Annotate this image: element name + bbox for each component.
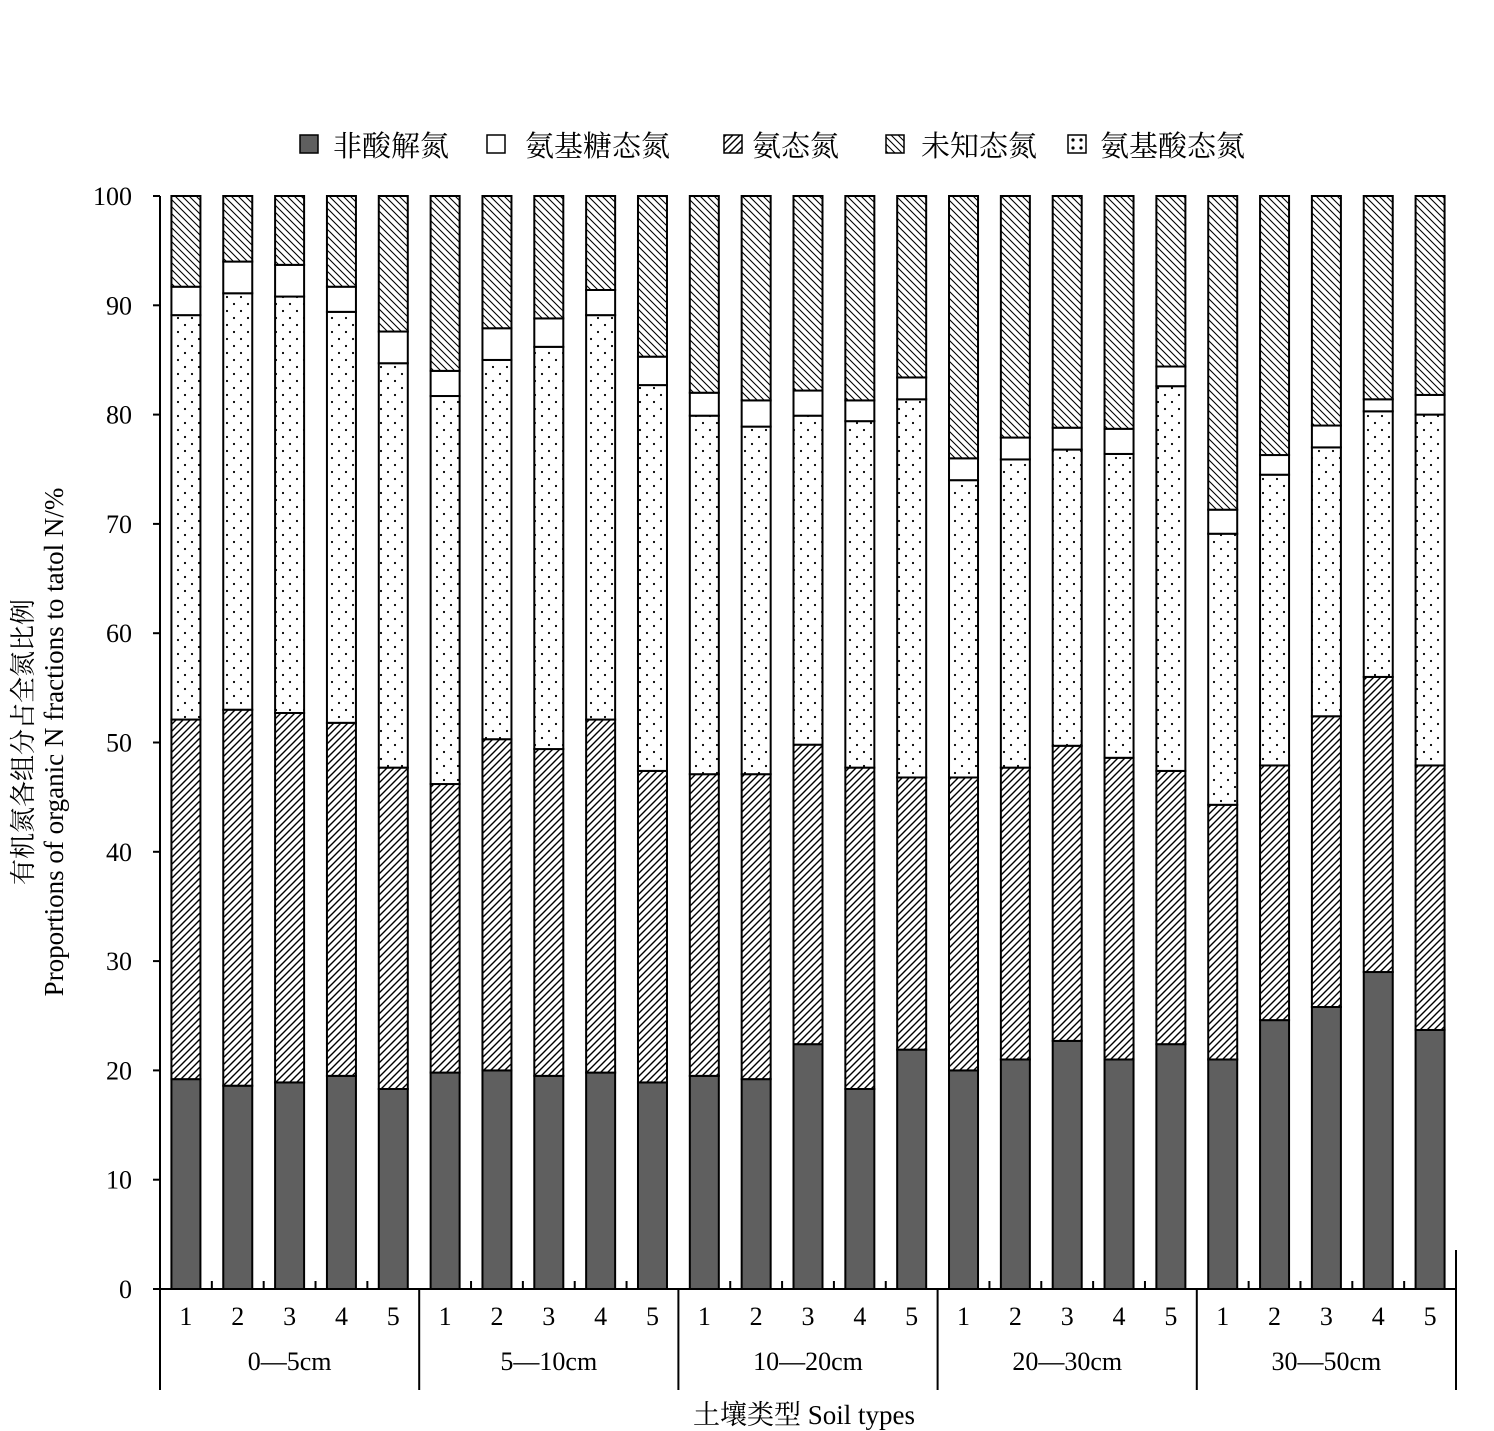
x-category-label: 3 xyxy=(1060,1302,1074,1331)
bar-segment-diag-back xyxy=(171,196,200,287)
bar-segment-dots xyxy=(171,315,200,719)
x-category-label: 2 xyxy=(1268,1302,1282,1331)
x-category-label: 1 xyxy=(1216,1302,1230,1331)
legend-label: 氨基酸态氮 xyxy=(1100,129,1246,163)
bar-segment-white xyxy=(431,371,460,396)
bar-segment-diag-fwd xyxy=(1105,758,1134,1060)
bar-segment-white xyxy=(845,400,874,421)
legend-swatch-diag-back xyxy=(886,135,904,153)
bar-segment-solid xyxy=(482,1070,511,1289)
bar-segment-diag-back xyxy=(638,196,667,357)
bar-segment-solid xyxy=(1364,972,1393,1289)
bar-segment-dots xyxy=(482,360,511,739)
bar-segment-diag-back xyxy=(742,196,771,400)
bar-segment-dots xyxy=(379,363,408,767)
legend-item-amino-acid-n xyxy=(1068,129,1245,163)
bar-segment-dots xyxy=(638,385,667,771)
bar-segment-diag-fwd xyxy=(794,745,823,1044)
legend-label: 氨态氮 xyxy=(752,129,840,163)
bar-segment-white xyxy=(275,265,304,297)
x-category-label: 1 xyxy=(179,1302,193,1331)
bar-segment-solid xyxy=(327,1076,356,1289)
x-category-label: 5 xyxy=(645,1302,659,1331)
bar-segment-diag-back xyxy=(845,196,874,400)
bar-segment-diag-fwd xyxy=(742,774,771,1079)
bar-segment-white xyxy=(949,458,978,480)
bar-segment-white xyxy=(690,393,719,416)
x-category-label: 2 xyxy=(490,1302,504,1331)
bar-segment-dots xyxy=(897,399,926,777)
legend-swatch-dot xyxy=(1079,138,1082,141)
y-tick-label: 40 xyxy=(106,837,132,867)
x-category-label: 1 xyxy=(438,1302,452,1331)
bar-segment-diag-back xyxy=(1053,196,1082,428)
legend-swatch-solid xyxy=(300,135,318,153)
bar-segment-diag-back xyxy=(1105,196,1134,429)
bar-segment-dots xyxy=(534,347,563,749)
bar-segment-white xyxy=(638,357,667,385)
bar-segment-diag-back xyxy=(1312,196,1341,426)
bar-segment-diag-fwd xyxy=(534,749,563,1076)
bar-segment-solid xyxy=(379,1089,408,1289)
legend-label: 氨基糖态氮 xyxy=(525,129,671,163)
x-category-label: 4 xyxy=(853,1302,867,1331)
bar-segment-diag-fwd xyxy=(1416,765,1445,1030)
x-category-label: 2 xyxy=(1008,1302,1022,1331)
bar-segment-diag-fwd xyxy=(1001,768,1030,1060)
bar-segment-diag-fwd xyxy=(275,713,304,1082)
x-category-label: 4 xyxy=(334,1302,348,1331)
bar-segment-dots xyxy=(327,312,356,723)
y-tick-label: 60 xyxy=(106,619,132,649)
bar-segment-dots xyxy=(275,297,304,713)
bar-segment-dots xyxy=(431,396,460,784)
bar-segment-diag-back xyxy=(690,196,719,393)
bar-segment-diag-fwd xyxy=(1364,677,1393,972)
bar-segment-white xyxy=(1208,510,1237,534)
bar-segment-diag-back xyxy=(1208,196,1237,510)
x-axis-title: 土壤类型 Soil types xyxy=(692,1400,916,1430)
bar-segment-solid xyxy=(534,1076,563,1289)
x-category-label: 3 xyxy=(283,1302,297,1331)
legend-label: 非酸解氮 xyxy=(333,129,450,163)
bar-segment-diag-fwd xyxy=(1053,746,1082,1041)
bar-segment-white xyxy=(1105,429,1134,454)
legend xyxy=(300,129,1245,163)
x-category-label: 2 xyxy=(231,1302,245,1331)
bar-segment-solid xyxy=(223,1086,252,1289)
y-tick-label: 100 xyxy=(93,182,132,211)
bar-segment-solid xyxy=(742,1079,771,1289)
bar-segment-diag-back xyxy=(1260,196,1289,455)
bar-segment-solid xyxy=(1156,1044,1185,1289)
bar-segment-solid xyxy=(845,1089,874,1289)
bar-segment-dots xyxy=(1156,386,1185,771)
bar-segment-diag-fwd xyxy=(482,739,511,1070)
bar-segment-solid xyxy=(1208,1059,1237,1289)
bar-segment-diag-back xyxy=(275,196,304,265)
y-axis-title-cn: 有机氮各组分占全氮比例 xyxy=(9,598,39,886)
legend-item-ammonium-n xyxy=(724,129,839,163)
bar-segment-diag-fwd xyxy=(379,768,408,1089)
bar-segment-diag-back xyxy=(1001,196,1030,438)
bar-segment-diag-back xyxy=(1416,196,1445,395)
legend-item-unknown-n xyxy=(886,129,1037,163)
bar-segment-solid xyxy=(690,1076,719,1289)
y-tick-label: 70 xyxy=(106,509,132,539)
bar-segment-solid xyxy=(1260,1020,1289,1289)
bar-segment-diag-fwd xyxy=(327,723,356,1076)
y-tick-label: 0 xyxy=(119,1275,132,1304)
bar-segment-diag-fwd xyxy=(223,710,252,1086)
bar-segment-white xyxy=(794,391,823,416)
legend-item-non-hydrolyzable-n xyxy=(300,129,449,163)
x-category-label: 4 xyxy=(594,1302,608,1331)
bar-segment-dots xyxy=(1053,450,1082,746)
x-category-label: 1 xyxy=(697,1302,711,1331)
bar-segment-diag-back xyxy=(949,196,978,458)
bar-segment-diag-back xyxy=(1156,196,1185,367)
x-category-label: 3 xyxy=(801,1302,815,1331)
bar-segment-dots xyxy=(845,421,874,767)
x-category-label: 4 xyxy=(1371,1302,1385,1331)
bar-segment-white xyxy=(1416,395,1445,415)
bar-segment-dots xyxy=(1416,415,1445,766)
bar-segment-solid xyxy=(275,1082,304,1289)
bar-segment-solid xyxy=(586,1073,615,1289)
bar-segment-diag-back xyxy=(586,196,615,290)
bar-segment-solid xyxy=(171,1079,200,1289)
bar-segment-diag-fwd xyxy=(845,768,874,1089)
x-category-label: 2 xyxy=(749,1302,763,1331)
bar-segment-diag-fwd xyxy=(586,720,615,1073)
bar-segment-solid xyxy=(1001,1059,1030,1289)
y-tick-label: 80 xyxy=(106,400,132,430)
bar-segment-white xyxy=(379,332,408,364)
bar-segment-dots xyxy=(1260,475,1289,766)
x-group-label: 10—20cm xyxy=(753,1347,863,1376)
bar-segment-solid xyxy=(1105,1059,1134,1289)
y-tick-label: 50 xyxy=(106,728,132,758)
bar-segment-dots xyxy=(1364,411,1393,677)
legend-swatch-dots xyxy=(1068,135,1086,153)
bar-segment-white xyxy=(1156,367,1185,387)
bar-segment-diag-fwd xyxy=(949,777,978,1070)
x-group-label: 0—5cm xyxy=(247,1347,332,1376)
x-category-label: 5 xyxy=(386,1302,400,1331)
bar-segment-solid xyxy=(949,1070,978,1289)
bar-segment-solid xyxy=(431,1073,460,1289)
bar-segment-white xyxy=(897,377,926,399)
bar-segment-white xyxy=(586,290,615,315)
bar-segment-white xyxy=(171,287,200,315)
bar-segment-dots xyxy=(586,315,615,719)
x-category-label: 1 xyxy=(957,1302,971,1331)
bar-segment-solid xyxy=(1053,1041,1082,1289)
bar-segment-solid xyxy=(638,1082,667,1289)
bar-segment-dots xyxy=(742,427,771,775)
bar-segment-diag-fwd xyxy=(1312,716,1341,1007)
bar-segment-solid xyxy=(1416,1030,1445,1289)
bar-segment-diag-fwd xyxy=(171,720,200,1080)
bar-segment-diag-back xyxy=(897,196,926,377)
bar-segment-diag-fwd xyxy=(1156,771,1185,1044)
x-category-label: 3 xyxy=(1319,1302,1333,1331)
bar-segment-dots xyxy=(1001,459,1030,767)
bar-segment-dots xyxy=(1208,534,1237,805)
bar-segment-dots xyxy=(794,416,823,745)
x-group-label: 20—30cm xyxy=(1012,1347,1123,1376)
x-category-label: 5 xyxy=(1164,1302,1178,1331)
bar-segment-white xyxy=(482,328,511,360)
bar-segment-diag-back xyxy=(794,196,823,391)
y-tick-label: 20 xyxy=(106,1056,132,1086)
bar-segment-white xyxy=(1053,428,1082,450)
bar-segment-diag-fwd xyxy=(1260,765,1289,1020)
bar-segment-white xyxy=(327,287,356,312)
legend-swatch-dot xyxy=(1079,146,1082,149)
bar-segment-white xyxy=(1364,399,1393,411)
bar-segment-diag-fwd xyxy=(638,771,667,1083)
x-group-label: 5—10cm xyxy=(500,1347,598,1376)
y-tick-label: 10 xyxy=(106,1165,132,1195)
legend-item-amino-sugar-n xyxy=(487,129,670,163)
bar-segment-white xyxy=(1260,455,1289,475)
plot-area xyxy=(93,182,1456,1390)
bar-segment-diag-back xyxy=(223,196,252,262)
bar-segment-solid xyxy=(794,1044,823,1289)
legend-label: 未知态氮 xyxy=(921,129,1038,163)
bar-segment-dots xyxy=(1312,447,1341,716)
y-axis-title-en: Proportions of organic N fractions to tatol N/% xyxy=(39,487,69,997)
bar-segment-diag-back xyxy=(327,196,356,287)
y-tick-label: 90 xyxy=(106,291,132,321)
bar-segment-diag-back xyxy=(534,196,563,318)
bar-segment-diag-back xyxy=(431,196,460,371)
legend-swatch-diag-fwd xyxy=(724,135,742,153)
bar-segment-diag-back xyxy=(379,196,408,332)
legend-swatch-dot xyxy=(1071,146,1074,149)
y-tick-label: 30 xyxy=(106,947,132,977)
bar-segment-dots xyxy=(1105,454,1134,758)
x-category-label: 5 xyxy=(1423,1302,1437,1331)
bar-segment-diag-fwd xyxy=(690,774,719,1076)
x-category-label: 3 xyxy=(542,1302,556,1331)
bar-segment-dots xyxy=(690,416,719,775)
bar-segment-diag-fwd xyxy=(897,777,926,1049)
bar-segment-white xyxy=(534,318,563,346)
bar-segment-diag-fwd xyxy=(1208,805,1237,1060)
bar-segment-white xyxy=(223,262,252,294)
bar-segment-solid xyxy=(1312,1007,1341,1289)
bar-segment-dots xyxy=(949,480,978,777)
bar-segment-solid xyxy=(897,1050,926,1289)
bar-segment-white xyxy=(1312,426,1341,448)
bar-segment-diag-fwd xyxy=(431,784,460,1073)
x-category-label: 4 xyxy=(1112,1302,1126,1331)
bar-segment-dots xyxy=(223,293,252,709)
bar-segment-white xyxy=(1001,438,1030,460)
bar-segment-diag-back xyxy=(1364,196,1393,399)
x-group-label: 30—50cm xyxy=(1271,1347,1382,1376)
legend-swatch-dot xyxy=(1071,138,1074,141)
legend-swatch-white xyxy=(487,135,505,153)
x-category-label: 5 xyxy=(905,1302,919,1331)
bar-segment-diag-back xyxy=(482,196,511,328)
bar-segment-white xyxy=(742,400,771,426)
